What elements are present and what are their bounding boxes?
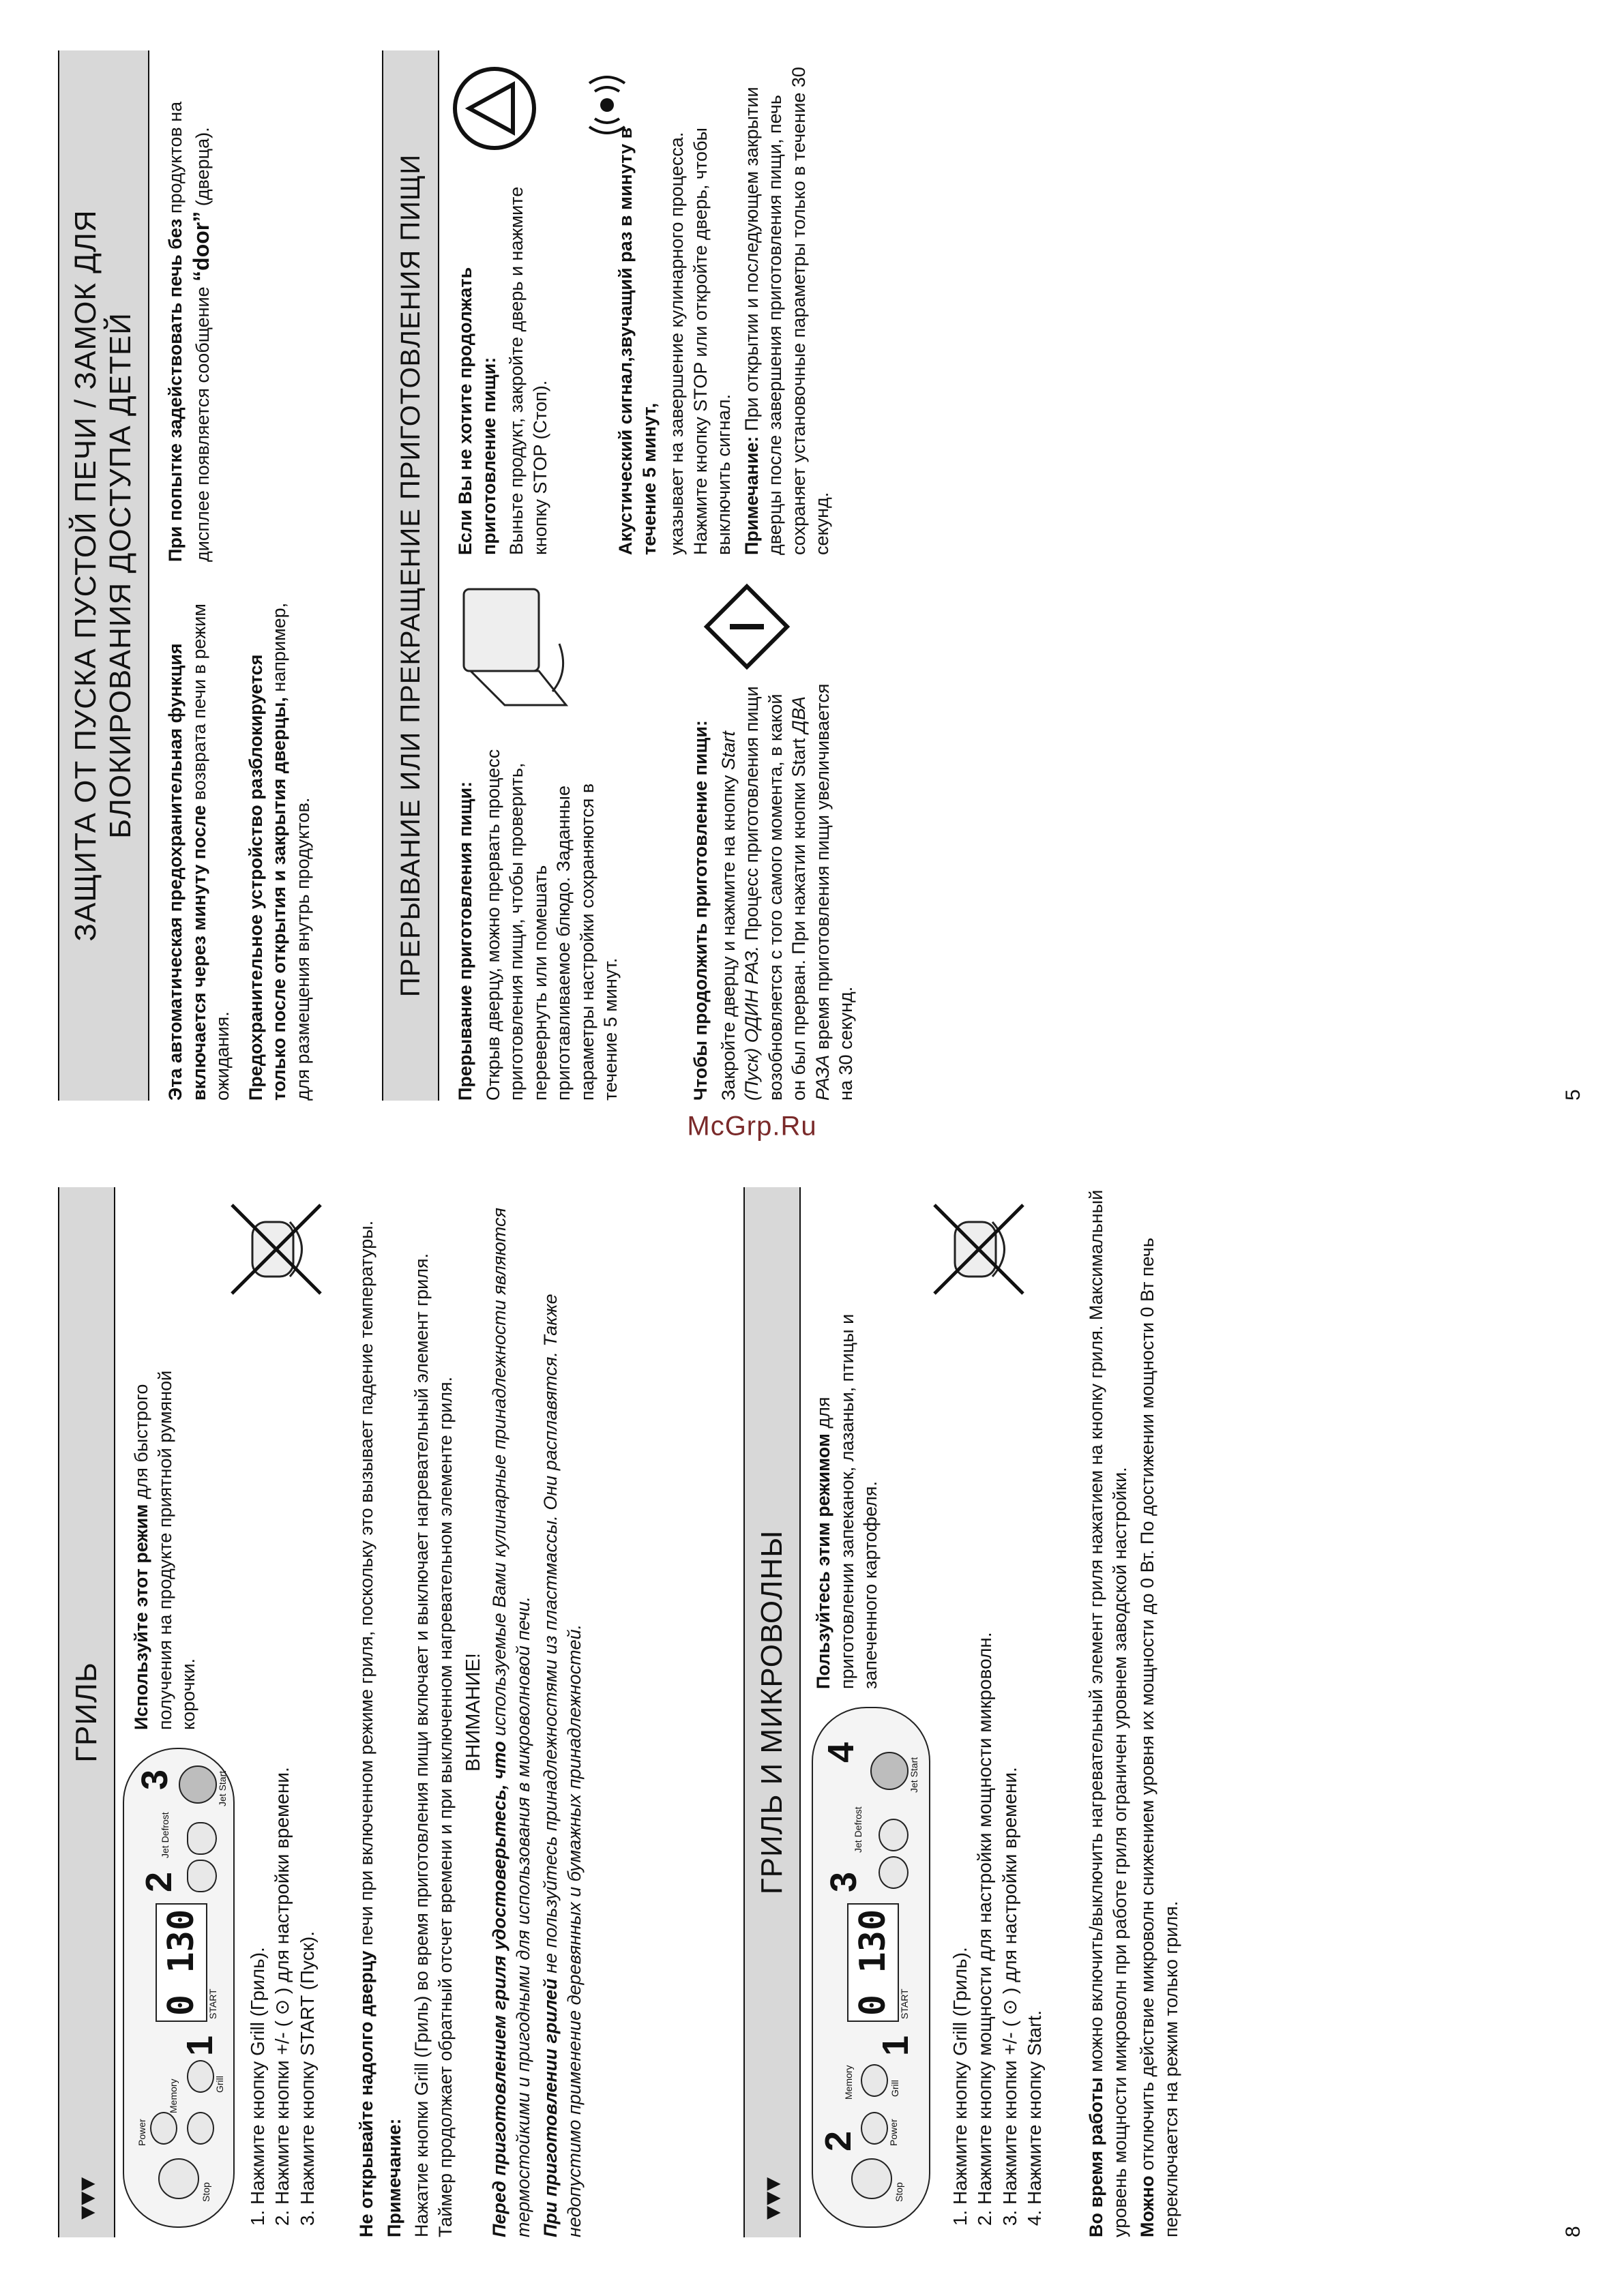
- grill-mode-icon: ▾▾▾: [72, 2176, 102, 2220]
- resume-section: [689, 678, 862, 1101]
- minus-button-2[interactable]: [879, 1856, 909, 1889]
- watermark: McGrp.Ru: [687, 1111, 817, 1142]
- auto-safety-text: возврата печи в режим ожидания.: [188, 603, 233, 1101]
- page-number-left: 8: [1562, 2226, 1584, 2237]
- grill-micro-tip-text: для приготовлении запеканок, лазаньи, птицы и запеченного картофеля.: [813, 1313, 881, 1689]
- gm-step-4: 4. Нажмите кнопку Start.: [1022, 1341, 1047, 2205]
- step-number-1: 1: [179, 2035, 220, 2056]
- jet-defrost-label: Jet Defrost: [160, 1812, 171, 1858]
- stop-heading: Если Вы не хотите продолжать приготовление пищи:: [455, 267, 499, 555]
- resume-heading: Чтобы продолжить приготовление пищи:: [690, 720, 711, 1101]
- stop-label-2: Stop: [894, 2182, 904, 2202]
- minus-button[interactable]: [187, 1860, 217, 1892]
- pause-heading: Прерывание приготовления пищи:: [455, 781, 475, 1101]
- start-symbol-icon: [703, 582, 791, 671]
- interrupt-title-band: [382, 50, 439, 1101]
- gm-step-3: 3. Нажмите кнопки +/- ( ⊙ ) для настройки времени.: [998, 1341, 1022, 2205]
- grill-micro-steps: [948, 1341, 1048, 2228]
- grill-button[interactable]: [187, 2060, 214, 2093]
- gm-step-1: 1. Нажмите кнопку Grill (Гриль).: [948, 1341, 973, 2205]
- grill-step-2: 2. Нажмите кнопки +/- ( ⊙ ) для настройки времени.: [270, 1614, 295, 2205]
- unlock-text: например, для размещения внутрь продуктов.: [269, 602, 313, 1101]
- memory-label: Memory: [168, 2078, 179, 2113]
- resume-text-3: время приготовления пищи увеличивается на 30 секунд.: [812, 683, 857, 1101]
- stop-text: Выньте продукт, закройте дверь и нажмите кнопку STOP (Стоп).: [506, 186, 550, 555]
- child-lock-title-line1: ЗАЩИТА ОТ ПУСКА ПУСТОЙ ПЕЧИ / ЗАМОК ДЛЯ: [69, 209, 103, 942]
- left-page: [0, 1148, 1624, 2296]
- grill-note-text: Нажатие кнопки Grill (Гриль) во время приготовления пищи включает и выключает нагревательный элемент гриля. Таймер продолжает обратный отсчет времени и при выключенном нагревательном элементе гриля.: [411, 1253, 456, 2237]
- plus-button-2[interactable]: [879, 1819, 909, 1851]
- power-button-2[interactable]: [861, 2112, 888, 2145]
- warn1-text: используемые Вами кулинарные принадлежности являются термостойкими и пригодными для использования в микроволновой печи.: [489, 1208, 533, 2237]
- no-open-bold: Не открывайте надолго дверцу: [356, 1950, 377, 2237]
- start-button-2[interactable]: [870, 1752, 909, 1790]
- power-label: Power: [136, 2119, 147, 2146]
- interrupt-title: ПРЕРЫВАНИЕ ИЛИ ПРЕКРАЩЕНИЕ ПРИГОТОВЛЕНИЯ ПИЩИ: [396, 153, 426, 998]
- stop-symbol-icon: [450, 64, 539, 153]
- grill-micro-tip: [812, 1307, 883, 1689]
- child-lock-title-line2: БЛОКИРОВАНИЯ ДОСТУПА ДЕТЕЙ: [104, 312, 137, 839]
- pause-section: [454, 719, 627, 1101]
- empty-start-bold: При попытке задействовать печь без: [165, 218, 186, 562]
- grill-body: [355, 1187, 590, 2237]
- resume-text-2: Процесс приготовления пищи возобновляется с того самого момента, в какой он был прерван. При нажатии кнопки Start: [741, 686, 810, 1101]
- beep-text: указывает на завершение кулинарного процесса. Нажмите кнопку STOP или откройте дверь, чтобы выключить сигнал.: [666, 128, 735, 555]
- start-label-2: START: [899, 1988, 910, 2019]
- stop-button[interactable]: [158, 2158, 199, 2199]
- grill-tip: [130, 1321, 201, 1730]
- pause-text: Открыв дверцу, можно прервать процесс приготовления пищи, чтобы проверить, перевернуть или помешать приготавливаемое блюдо. Заданные параметры настройки сохраняются в течение 5 минут.: [482, 749, 621, 1101]
- resume-start-twice: ДВА РАЗА: [788, 696, 833, 1101]
- child-lock-left-col: [164, 596, 319, 1101]
- open-oven-door-icon: [450, 576, 573, 712]
- grill-title: ГРИЛЬ: [69, 1662, 103, 1763]
- warn2-bold: При приготовлении грилей: [540, 1978, 561, 2237]
- beep-note-text: При открытии и последующем закрытии дверцы после завершения приготовления пищи, печь сохраняет установочные параметры только в течение 30 секунд.: [741, 67, 833, 555]
- start-button[interactable]: [179, 1765, 217, 1804]
- resume-start-once: Start (Пуск) ОДИН РАЗ.: [718, 731, 763, 1101]
- grill-button-2[interactable]: [861, 2064, 888, 2097]
- grill-tip-text: для быстрого получения на продукте приятной румяной корочки.: [131, 1370, 199, 1730]
- power-button[interactable]: [150, 2112, 177, 2145]
- grill-control-panel: [123, 1748, 235, 2228]
- beep-note-label: Примечание:: [741, 436, 762, 555]
- no-open-text: печи при включенном режиме гриля, поскольку это вызывает падение температуры.: [356, 1220, 377, 1945]
- page-number-right: 5: [1562, 1089, 1584, 1101]
- beep-heading: Акустический сигнал,звучащий раз в минуту в течение 5 минут,: [615, 127, 660, 555]
- memory-button[interactable]: [187, 2112, 214, 2145]
- child-lock-right-col: [164, 57, 220, 562]
- door-message: “door”: [188, 211, 213, 282]
- grill-label-2: Grill: [889, 2080, 900, 2097]
- door-translation: (дверца).: [192, 127, 213, 207]
- grill-micro-control-panel: [812, 1707, 930, 2228]
- display-lcd-2: 0 130: [847, 1903, 899, 2022]
- attention-heading: ВНИМАНИЕ!: [462, 1653, 485, 1772]
- during-text: можно включить/выключить нагревательный элемент гриля нажатием на кнопку гриля. Максимальный уровень мощности микроволн при работе гриля ограничен уровнем заводской настройки.: [1086, 1189, 1130, 2237]
- empty-start-text: продуктов на дисплее появляется сообщение: [165, 101, 213, 562]
- grill-title-band: [58, 1187, 115, 2237]
- jet-start-label-2: Jet Start: [909, 1757, 919, 1793]
- sound-signal-icon: [587, 71, 628, 139]
- resume-text-1: Закройте дверцу и нажмите на кнопку: [718, 775, 739, 1101]
- auto-safety-bold: Эта автоматическая предохранительная функция включается через минуту после: [165, 643, 209, 1101]
- during-bold: Во время работы: [1086, 2077, 1106, 2237]
- no-dish-icon: [225, 1198, 327, 1300]
- grill-micro-mode-icon: ▾▾▾: [757, 2176, 787, 2220]
- jet-start-label: Jet Start: [217, 1770, 228, 1806]
- grill-micro-title-band: [743, 1187, 801, 2237]
- stop-button-2[interactable]: [851, 2158, 892, 2199]
- beep-section: [614, 50, 838, 555]
- memory-label-2: Memory: [843, 2065, 854, 2100]
- display-lcd: 0 130: [156, 1903, 207, 2022]
- child-lock-title-band: [58, 50, 149, 1101]
- gm-step-number-4: 4: [821, 1742, 861, 1763]
- grill-step-1: 1. Нажмите кнопку Grill (Гриль).: [246, 1614, 270, 2205]
- can-bold: Можно: [1137, 2175, 1158, 2237]
- grill-micro-body: [1084, 1187, 1187, 2237]
- no-dish-icon-2: [928, 1198, 1030, 1300]
- jet-defrost-label-2: Jet Defrost: [853, 1806, 863, 1853]
- warn2-text: не пользуйтесь принадлежностями из пластмассы. Они расплавятся. Также недопустимо применение деревянных и бумажных принадлежностей.: [540, 1294, 585, 2237]
- can-text: отключить действие микроволн снижением уровня их мощности до 0 Вт. По достижении мощности 0 Вт печь переключается на режим только гриля.: [1137, 1238, 1181, 2237]
- gm-step-number-3: 3: [823, 1871, 864, 1892]
- grill-micro-title: ГРИЛЬ И МИКРОВОЛНЫ: [754, 1530, 788, 1895]
- power-label-2: Power: [888, 2119, 899, 2146]
- gm-step-number-1: 1: [875, 2035, 916, 2056]
- step-number-3: 3: [134, 1769, 175, 1790]
- plus-button[interactable]: [187, 1822, 217, 1855]
- grill-tip-bold: Используйте этот режим: [131, 1504, 151, 1730]
- gm-step-2: 2. Нажмите кнопку мощности для настройки мощности микроволн.: [973, 1341, 997, 2205]
- grill-micro-tip-bold: Пользуйтесь этим режимом: [813, 1433, 833, 1689]
- stop-section: [454, 173, 556, 555]
- grill-note-label: Примечание:: [383, 2118, 404, 2237]
- stop-label: Stop: [201, 2182, 211, 2202]
- warn1-bold: Перед приготовлением гриля удостоверьтесь, что: [489, 1741, 510, 2237]
- step-number-2: 2: [138, 1871, 179, 1892]
- grill-label: Grill: [214, 2076, 225, 2093]
- start-label: START: [207, 1988, 218, 2019]
- gm-step-number-2: 2: [818, 2130, 859, 2151]
- grill-step-3: 3. Нажмите кнопку START (Пуск).: [295, 1614, 320, 2205]
- unlock-bold: Предохранительное устройство разблокируется только после открытия и закрытия дверцы,: [245, 654, 290, 1101]
- grill-steps: [246, 1614, 320, 2228]
